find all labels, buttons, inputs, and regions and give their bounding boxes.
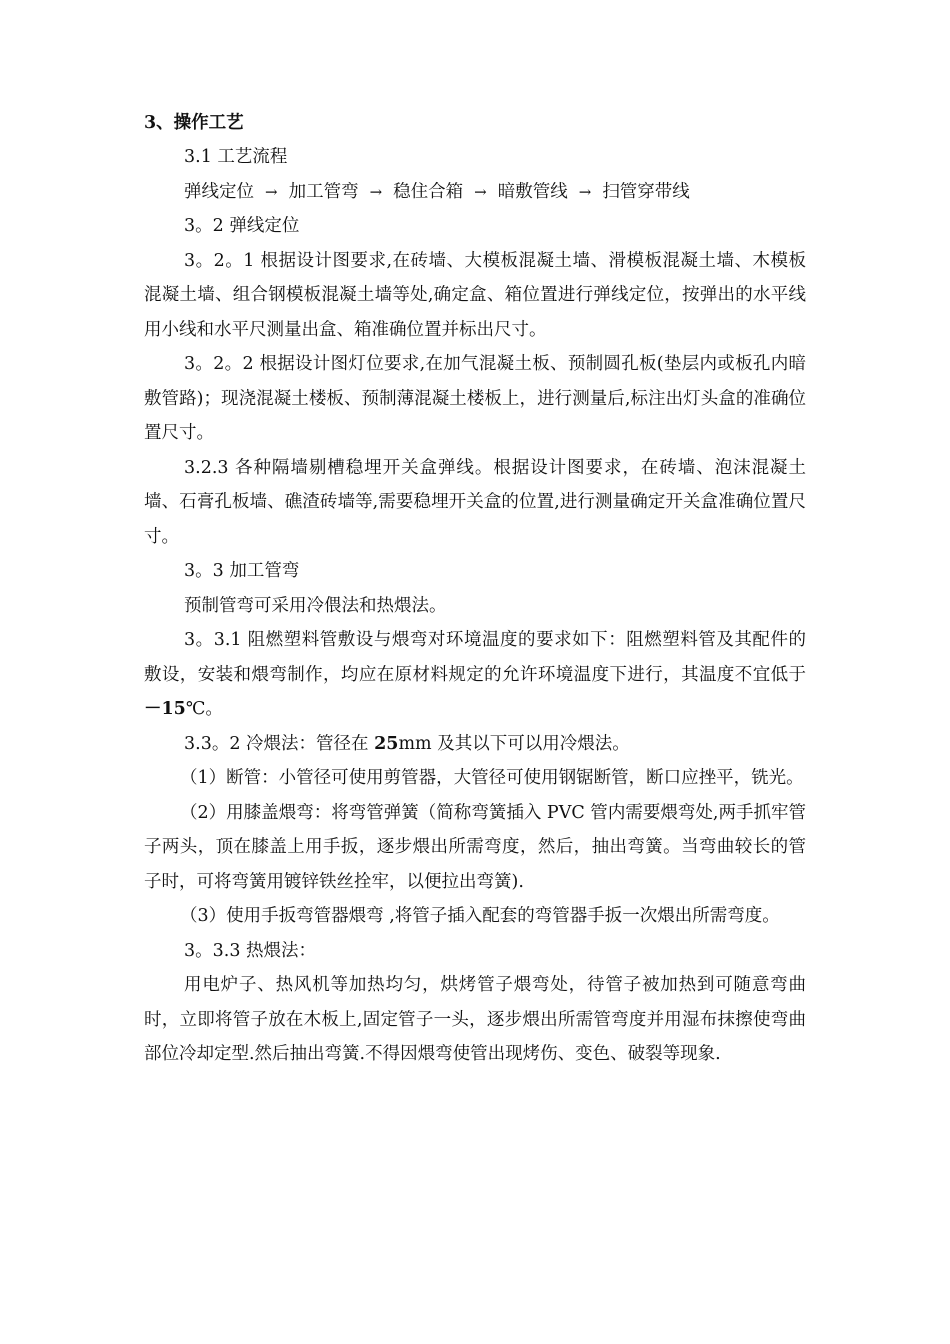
process-flow [144, 175, 806, 210]
flow-step-5: 扫管穿带线 [602, 181, 690, 202]
temperature-value: －15 [144, 699, 186, 719]
paragraph-3-3-2-post: mm 及其以下可以用冷煨法。 [398, 733, 630, 754]
subsection-title-3-3: 3。3 加工管弯 [184, 561, 300, 581]
document-body [144, 106, 806, 1072]
list-item-3: （3）使用手扳弯管器煨弯 ,将管子插入配套的弯管器手扳一次煨出所需弯度。 [180, 906, 780, 926]
paragraph-3-2-1: 3。2。1 根据设计图要求,在砖墙、大模板混凝土墙、滑模板混凝土墙、木模板混凝土墙、组合钢模板混凝土墙等处,确定盒、箱位置进行弹线定位，按弹出的水平线用小线和水平尺测量出盒、箱准确位置并标出尺寸。 [144, 250, 806, 340]
flow-step-4: 暗敷管线 [497, 181, 568, 202]
flow-step-3: 稳住合箱 [393, 181, 464, 202]
section-heading: 3、操作工艺 [144, 113, 244, 133]
list-item-2: （2）用膝盖煨弯：将弯管弹簧（简称弯簧插入 PVC 管内需要煨弯处,两手抓牢管子两头，顶在膝盖上用手扳，逐步煨出所需弯度，然后，抽出弯簧。当弯曲较长的管子时，可将弯簧用镀锌铁丝拴牢，以便拉出弯簧). [144, 802, 806, 892]
subsection-title-3-1: 3.1 工艺流程 [184, 147, 288, 167]
temperature-unit: ℃。 [185, 699, 223, 719]
flow-step-1: 弹线定位 [184, 181, 254, 202]
paragraph-3-3-intro: 预制管弯可采用冷偎法和热煨法。 [184, 595, 447, 616]
paragraph-3-3-3: 用电炉子、热风机等加热均匀，烘烤管子煨弯处，待管子被加热到可随意弯曲时，立即将管子放在木板上,固定管子一头，逐步煨出所需管弯度并用湿布抹擦使弯曲部位冷却定型.然后抽出弯簧.不得因煨弯使管出现烤伤、变色、破裂等现象. [144, 975, 806, 1064]
flow-step-2: 加工管弯 [288, 181, 359, 202]
list-item-1: （1）断管：小管径可使用剪管器，大管径可使用钢锯断管，断口应挫平，铣光。 [180, 768, 804, 788]
subsection-title-3-2: 3。2 弹线定位 [184, 216, 300, 236]
flow-arrow-icon: → [578, 182, 592, 201]
paragraph-3-2-2: 3。2。2 根据设计图灯位要求,在加气混凝土板、预制圆孔板(垫层内或板孔内暗敷管路)；现浇混凝土楼板、预制薄混凝土楼板上，进行测量后,标注出灯头盒的准确位置尺寸。 [144, 354, 806, 443]
flow-arrow-icon: → [369, 182, 383, 201]
paragraph-3-3-2-pre: 3.3。2 冷煨法：管径在 [184, 733, 375, 754]
paragraph-3-3-1-text: 3。3.1 阻燃塑料管敷设与煨弯对环境温度的要求如下：阻燃塑料管及其配件的敷设，安装和煨弯制作，均应在原材料规定的允许环境温度下进行，其温度不宜低于 [144, 630, 806, 685]
subsection-title-3-3-3: 3。3.3 热煨法： [184, 940, 317, 961]
paragraph-3-3-2 [144, 727, 806, 762]
diameter-value: 25 [374, 733, 399, 754]
flow-arrow-icon: → [265, 182, 278, 201]
flow-arrow-icon: → [474, 182, 487, 201]
paragraph-3-3-1 [144, 623, 806, 727]
paragraph-3-2-3: 3.2.3 各种隔墙剔槽稳埋开关盒弹线。根据设计图要求，在砖墙、泡沫混凝土墙、石膏孔板墙、礁渣砖墙等,需要稳埋开关盒的位置,进行测量确定开关盒准确位置尺寸。 [144, 457, 806, 547]
